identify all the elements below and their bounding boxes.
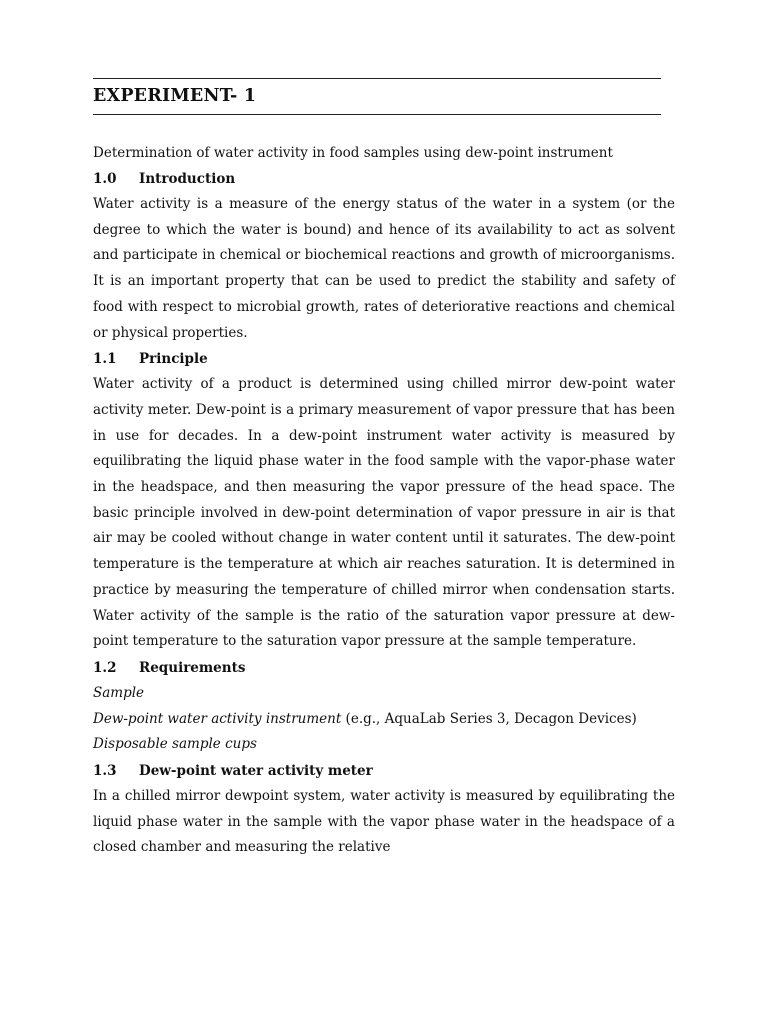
experiment-subtitle: Determination of water activity in food samples using dew-point instrument <box>93 145 613 161</box>
document-page <box>93 78 675 861</box>
requirement-item-sample: Sample <box>93 684 145 701</box>
principle-paragraph: Water activity of a product is determined using chilled mirror dew-point water activity meter. Dew-point is a primary measurement of vapor pressure that has been in use for decades. In a dew-point instrument water activity is measured by equilibrating the liquid phase water in the food sample with the vapor-phase water in the headspace, and then measuring the vapor pressure of the head space. The basic principle involved in dew-point determination of vapor pressure in air is that air may be cooled without change in water content until it saturates. The dew-point temperature is the temperature at which air reaches saturation. It is determined in practice by measuring the temperature of chilled mirror when condensation starts. Water activity of the sample is the ratio of the saturation vapor pressure at dew-point temperature to the saturation vapor pressure at the sample temperature. <box>93 376 675 650</box>
requirement-instrument-example: (e.g., AquaLab Series 3, Decagon Devices) <box>341 710 637 727</box>
section-title: Dew-point water activity meter <box>139 763 373 780</box>
requirement-item-cups: Disposable sample cups <box>93 736 257 753</box>
bottom-rule <box>93 114 661 115</box>
section-heading-principle <box>93 346 675 372</box>
requirement-item-instrument <box>93 707 675 733</box>
section-title: Principle <box>139 351 208 368</box>
section-title: Requirements <box>139 659 246 676</box>
section-number: 1.2 <box>93 659 117 676</box>
section-heading-introduction <box>93 166 675 192</box>
section-number: 1.0 <box>93 171 117 187</box>
top-rule <box>93 78 661 79</box>
section-heading-requirements <box>93 655 675 681</box>
section-heading-meter <box>93 758 675 784</box>
section-title: Introduction <box>139 171 236 187</box>
section-number: 1.1 <box>93 351 117 368</box>
experiment-title: EXPERIMENT- 1 <box>93 86 257 106</box>
requirement-instrument-name: Dew-point water activity instrument <box>93 710 342 727</box>
introduction-paragraph: Water activity is a measure of the energy status of the water in a system (or the degree to which the water is bound) and hence of its availability to act as solvent and participate in chemical or biochemical reactions and growth of microorganisms. It is an important property that can be used to predict the stability and safety of food with respect to microbial growth, rates of deteriorative reactions and chemical or physical properties. <box>93 196 675 341</box>
meter-paragraph: In a chilled mirror dewpoint system, water activity is measured by equilibrating the liquid phase water in the sample with the vapor phase water in the headspace of a closed chamber and measuring the relative <box>93 788 675 856</box>
section-number: 1.3 <box>93 763 117 780</box>
